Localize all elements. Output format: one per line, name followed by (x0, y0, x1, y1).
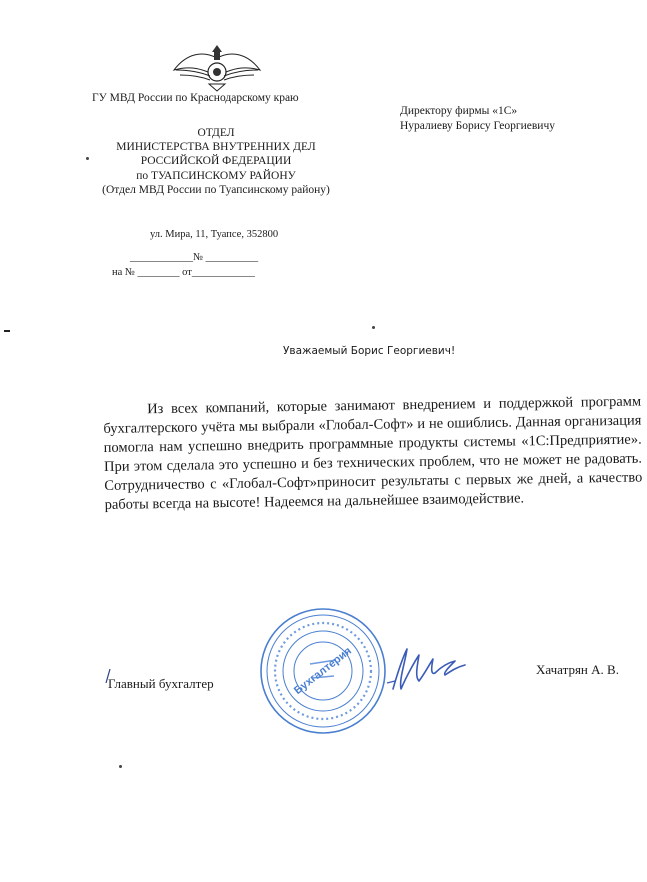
signatory-role: Главный бухгалтер (108, 676, 214, 691)
dept-line: РОССИЙСКОЙ ФЕДЕРАЦИИ (140, 155, 292, 168)
scan-speck (119, 765, 122, 768)
recipient-block (400, 104, 555, 134)
recipient-name: Нуралиеву Борису Георгиевичу (400, 120, 555, 132)
emblem-eagle-icon (172, 40, 262, 92)
signatory-name: Хачатрян А. В. (536, 662, 619, 677)
reference-line-reply: на № ________ от____________ (112, 267, 255, 278)
official-stamp-icon (258, 606, 388, 736)
scan-mark (4, 330, 10, 332)
dept-line: по ТУАПСИНСКОМУ РАЙОНУ (136, 169, 296, 182)
scan-speck (86, 157, 89, 160)
greeting: Уважаемый Борис Георгиевич! (283, 345, 456, 357)
dept-line: МИНИСТЕРСТВА ВНУТРЕННИХ ДЕЛ (116, 141, 316, 154)
reference-line-number: ____________№ __________ (130, 252, 259, 263)
stamp-center-text: Бухгалтерия (292, 644, 354, 698)
letter-body: Из всех компаний, которые занимают внедрением и поддержкой программ бухгалтерского учёта мы выбрали «Глобал-Софт» и не ошиблись. Данная организация помогла нам успешно внедрить программные продукты системы «1С:Предприятие». При этом сделала это успешно и без технических проблем, что не может не радовать. Сотрудничество с «Глобал-Софт»приносит результаты с первых же дней, а качество работы всегда на высоте! Надеемся на дальнейшее взаимодействие. (103, 393, 643, 513)
sender-org-line: ГУ МВД России по Краснодарскому краю (92, 92, 299, 104)
dept-line: ОТДЕЛ (197, 127, 235, 139)
dept-name-paren: (Отдел МВД России по Туапсинскому району) (102, 183, 330, 196)
sender-address: ул. Мира, 11, Туапсе, 352800 (150, 229, 279, 240)
scan-speck (372, 326, 375, 329)
recipient-title: Директору фирмы «1С» (400, 105, 518, 117)
sender-department (96, 126, 336, 197)
handwritten-signature-icon (385, 645, 467, 695)
